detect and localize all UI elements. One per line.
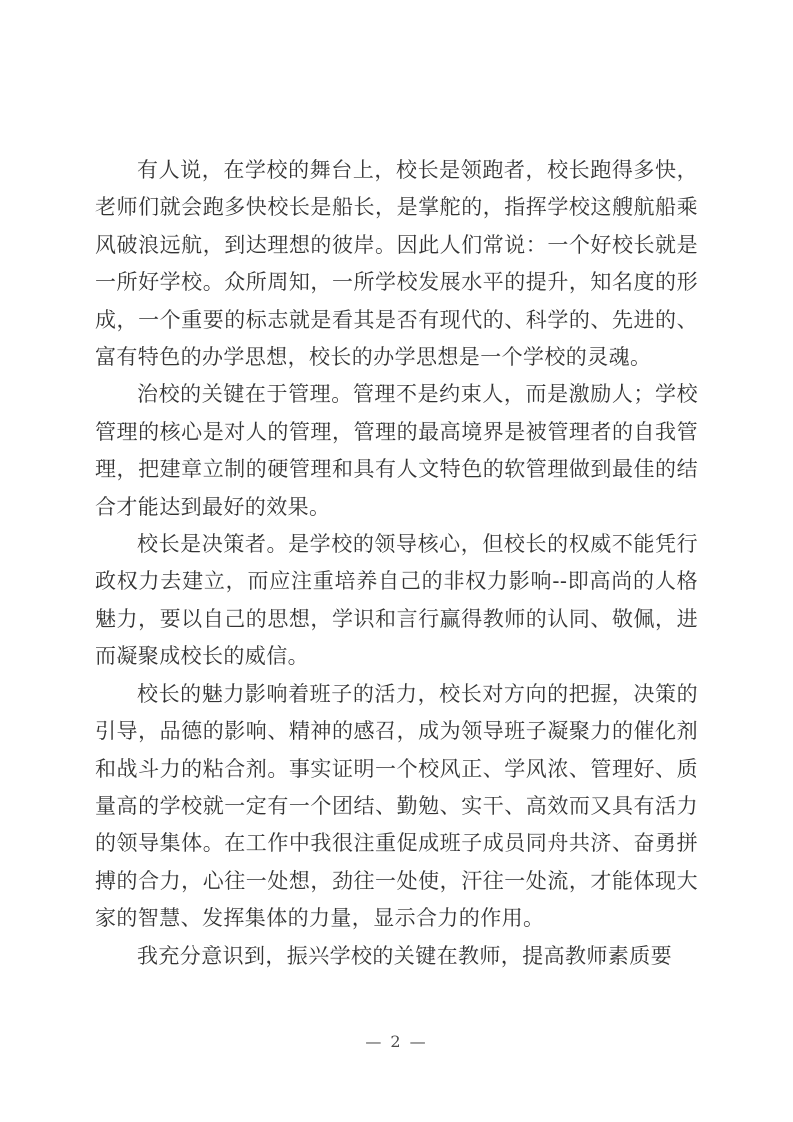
paragraph-principal-charisma: 校长的魅力影响着班子的活力，校长对方向的把握，决策的引导，品德的影响、精神的感召，成为领导班子凝聚力的催化剂和战斗力的粘合剂。事实证明一个校风正、学风浓、管理好、质量高的学校就一定有一个团结、勤勉、实干、高效而又具有活力的领导集体。在工作中我很注重促成班子成员同舟共济、奋勇拼搏的合力，心往一处想，劲往一处使，汗往一处流，才能体现大家的智慧、发挥集体的力量，显示合力的作用。	[95, 681, 698, 931]
paragraph-teacher-quality: 我充分意识到，振兴学校的关键在教师，提高教师素质要	[137, 943, 672, 968]
paragraph-school-management: 治校的关键在于管理。管理不是约束人，而是激励人；学校管理的核心是对人的管理，管理的最高境界是被管理者的自我管理，把建章立制的硬管理和具有人文特色的软管理做到最佳的结合才能达到最好的效果。	[95, 382, 698, 519]
document-body	[95, 152, 698, 975]
paragraph-principal-decision-maker: 校长是决策者。是学校的领导核心，但校长的权威不能凭行政权力去建立，而应注重培养自己的非权力影响--即高尚的人格魅力，要以自己的思想，学识和言行赢得教师的认同、敬佩，进而凝聚成校长的威信。	[95, 532, 698, 669]
page-number: — 2 —	[365, 1032, 428, 1051]
paragraph-principal-pacesetter: 有人说，在学校的舞台上，校长是领跑者，校长跑得多快，老师们就会跑多快校长是船长，是掌舵的，指挥学校这艘航船乘风破浪远航，到达理想的彼岸。因此人们常说：一个好校长就是一所好学校。众所周知，一所学校发展水平的提升，知名度的形成，一个重要的标志就是看其是否有现代的、科学的、先进的、富有特色的办学思想，校长的办学思想是一个学校的灵魂。	[95, 158, 698, 370]
